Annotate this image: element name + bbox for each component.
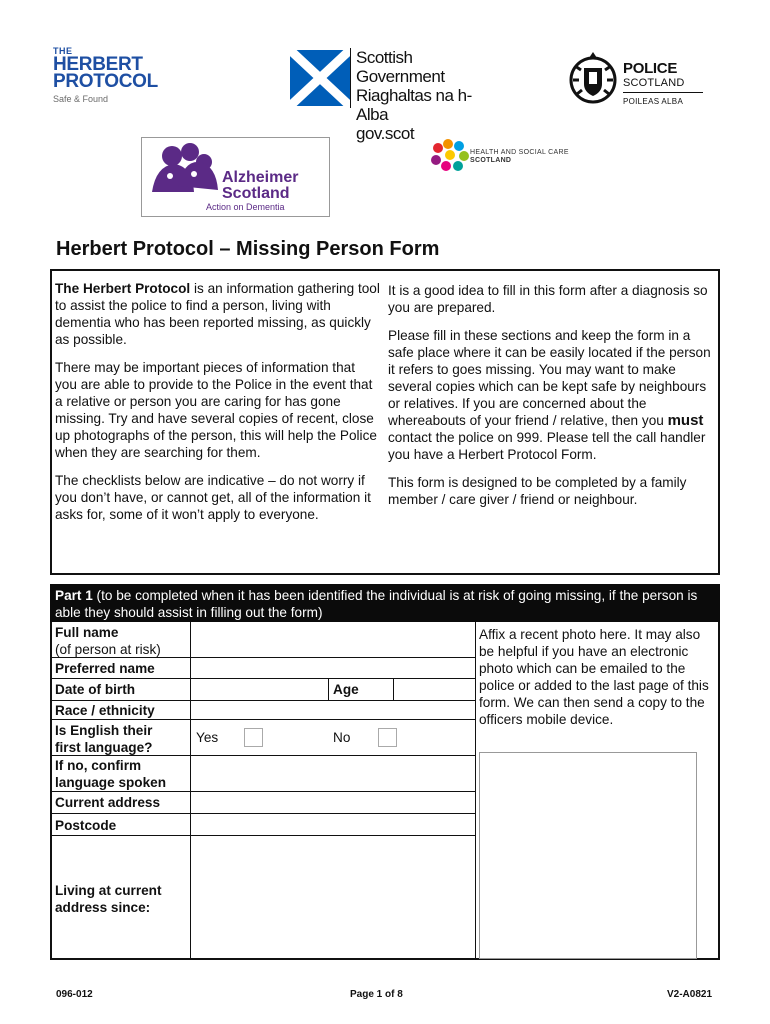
- form-divider: [475, 622, 476, 960]
- current-address-input[interactable]: [191, 792, 475, 813]
- living-since-label: [55, 882, 162, 916]
- postcode-input[interactable]: [191, 814, 475, 835]
- intro-emphasis: must: [667, 412, 704, 429]
- english-yes-checkbox[interactable]: [244, 728, 263, 747]
- police-scotland-logo: [623, 60, 703, 106]
- intro-text: Please fill in these sections and keep the form in a safe place where it can be easily located if the person it refers to goes missing. You may want to make several copies which can be kept safe by neighbours or relatives. If you are concerned about the whereabouts of your friend / relative, then you: [388, 328, 711, 428]
- intro-paragraph: It is a good idea to fill in this form after a diagnosis so you are prepared.: [388, 283, 708, 315]
- alzheimer-figures-icon: [148, 140, 222, 198]
- preferred-name-input[interactable]: [191, 658, 475, 678]
- logo-text: SCOTLAND: [470, 157, 512, 164]
- intro-paragraph: [55, 280, 380, 348]
- living-since-input[interactable]: [191, 836, 475, 958]
- full-name-label: [55, 624, 161, 658]
- dob-input[interactable]: [191, 679, 328, 700]
- preferred-name-label: Preferred name: [55, 661, 155, 676]
- field-label: first language?: [55, 740, 153, 755]
- logo-text: PROTOCOL: [53, 71, 158, 92]
- logo-tagline: Safe & Found: [53, 94, 109, 104]
- form-divider: [328, 678, 329, 700]
- herbert-protocol-logo: [53, 46, 173, 104]
- intro-right-column: [388, 282, 716, 519]
- field-label: If no, confirm: [55, 758, 142, 773]
- intro-bold: The Herbert Protocol: [55, 281, 191, 296]
- intro-paragraph: This form is designed to be completed by a family member / care giver / friend or neighbour.: [388, 475, 687, 507]
- logo-tagline: Action on Dementia: [206, 202, 285, 212]
- logo-text: POLICE: [623, 60, 678, 77]
- photo-placeholder[interactable]: [479, 752, 697, 959]
- language-spoken-input[interactable]: [191, 756, 475, 791]
- race-label: Race / ethnicity: [55, 703, 155, 718]
- logo-text: gov.scot: [356, 124, 415, 143]
- full-name-input[interactable]: [191, 622, 475, 657]
- health-social-care-icon: [430, 138, 470, 174]
- logo-text: Alzheimer: [222, 169, 299, 186]
- dob-label: Date of birth: [55, 682, 136, 697]
- postcode-label: Postcode: [55, 818, 117, 833]
- form-code: 096-012: [56, 989, 93, 1000]
- current-address-label: Current address: [55, 795, 161, 810]
- saltire-flag-icon: [290, 48, 350, 108]
- logo-text: Scotland: [222, 185, 290, 202]
- english-question-label: [55, 722, 152, 756]
- age-label: Age: [333, 682, 359, 697]
- intro-text: is an information gathering tool to assist the police to find a person, living with dementia who has been reported missing, as quickly as possible.: [55, 281, 380, 347]
- field-sublabel: (of person at risk): [55, 642, 161, 657]
- field-label: Full name: [55, 625, 119, 640]
- health-social-care-logo: [470, 149, 569, 165]
- photo-instructions: Affix a recent photo here. It may also be helpful if you have an electronic photo which can be emailed to the police or added to the last page of this form. We can then send a copy to the officers mobile device.: [479, 627, 709, 727]
- logo-text: HEALTH AND SOCIAL CARE: [470, 149, 569, 156]
- logo-text: THE: [53, 46, 73, 56]
- logo-text: HERBERT: [53, 54, 143, 75]
- intro-left-column: [55, 280, 380, 534]
- part1-title: Part 1: [55, 588, 93, 603]
- field-label: Living at current: [55, 883, 162, 898]
- logo-text: Scottish Government: [356, 48, 445, 86]
- page-title: Herbert Protocol – Missing Person Form: [56, 238, 440, 260]
- page-number: Page 1 of 8: [350, 989, 403, 1000]
- no-label: No: [333, 730, 351, 745]
- part1-header: [50, 584, 720, 622]
- language-spoken-label: [55, 757, 166, 791]
- intro-paragraph: [388, 327, 716, 463]
- race-input[interactable]: [191, 701, 475, 719]
- english-no-checkbox[interactable]: [378, 728, 397, 747]
- form-divider: [50, 719, 475, 720]
- intro-paragraph: There may be important pieces of information that you are able to provide to the Police in the event that a relative or person you are caring for has gone missing. Try and have several copies of recent, close up photographs of the person, this will help the Police when they are searching for them.: [55, 360, 377, 460]
- intro-paragraph: The checklists below are indicative – do not worry if you don’t have, or cannot get, all of the information it asks for, some of it won’t apply to everyone.: [55, 473, 371, 522]
- part1-subtitle: (to be completed when it has been identified the individual is at risk of going missing, if the person is able they should assist in filling out the form): [55, 588, 698, 620]
- age-input[interactable]: [394, 679, 475, 700]
- field-label: Is English their: [55, 723, 153, 738]
- form-version: V2-A0821: [667, 989, 713, 1000]
- field-label: language spoken: [55, 775, 167, 790]
- police-crest-icon: [567, 50, 619, 106]
- field-label: address since:: [55, 900, 151, 915]
- logo-text: SCOTLAND: [623, 77, 703, 93]
- logo-text: Riaghaltas na h-Alba: [356, 86, 472, 124]
- intro-text: contact the police on 999. Please tell the call handler you have a Herbert Protocol Form.: [388, 430, 706, 462]
- logo-divider: [350, 48, 351, 108]
- scottish-government-logo: [356, 48, 496, 143]
- yes-label: Yes: [196, 730, 219, 745]
- logo-text: POILEAS ALBA: [623, 97, 684, 106]
